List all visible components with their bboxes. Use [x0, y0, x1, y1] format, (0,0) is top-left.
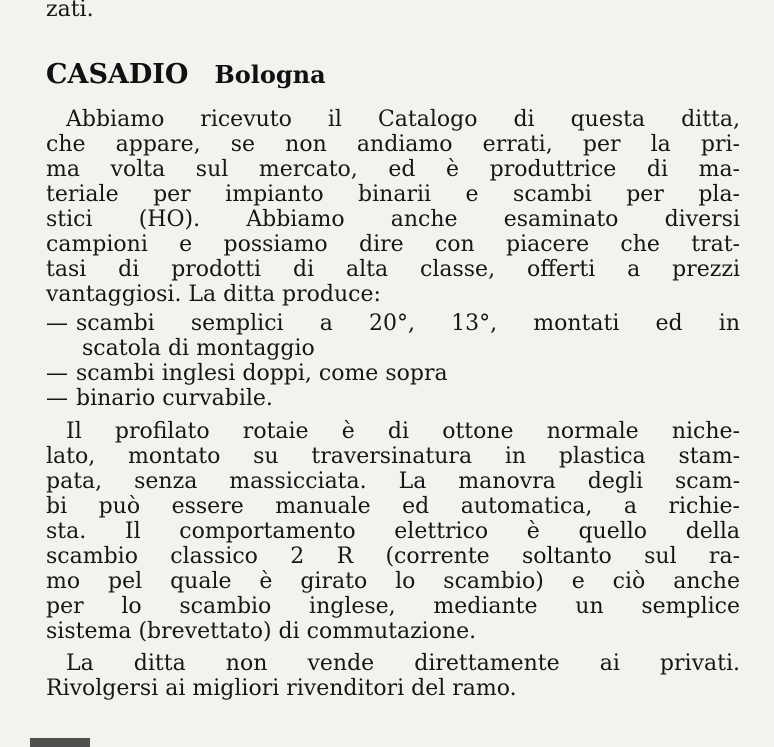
list-dash: —: [46, 361, 68, 386]
list-item: [46, 312, 740, 336]
paragraph-1-line: tasi di prodotti di alta classe, offerti a prezzi: [46, 257, 740, 282]
list-item-text: scambi inglesi doppi, come sopra: [76, 361, 448, 386]
paragraph-1-line: teriale per impianto binarii e scambi per pla-: [46, 182, 740, 207]
paragraph-1-line: campioni e possiamo dire con piacere che trat-: [46, 232, 740, 257]
paragraph-2-line: scambio classico 2 R (corrente soltanto sul ra-: [46, 544, 740, 569]
article-heading: [46, 58, 326, 92]
paragraph-2-line: Il profilato rotaie è di ottone normale niche-: [66, 419, 740, 444]
paragraph-2-line: bi può essere manuale ed automatica, a richie-: [46, 494, 740, 519]
next-heading-fragment: [30, 738, 90, 747]
paragraph-1-line: ma volta sul mercato, ed è produttrice di ma-: [46, 157, 740, 182]
paragraph-2-line: per lo scambio inglese, mediante un semplice: [46, 594, 740, 619]
paragraph-2-line: sta. Il comportamento elettrico è quello della: [46, 519, 740, 544]
paragraph-1-line: stici (HO). Abbiamo anche esaminato diversi: [46, 207, 740, 232]
list-item-text: scatola di montaggio: [82, 336, 315, 361]
paragraph-2-line: mo pel quale è girato lo scambio) e ciò anche: [46, 569, 740, 594]
paragraph-2-line: pata, senza massicciata. La manovra degli scam-: [46, 469, 740, 494]
paragraph-1-line: Abbiamo ricevuto il Catalogo di questa ditta,: [66, 107, 740, 132]
list-dash: —: [46, 311, 68, 336]
paragraph-2-line: sistema (brevettato) di commutazione.: [46, 619, 477, 644]
list-item: [82, 337, 740, 361]
previous-tail-text: zati.: [46, 0, 94, 22]
list-item: [46, 387, 740, 411]
paragraph-3-line: La ditta non vende direttamente ai privati.: [66, 651, 740, 676]
paragraph-1-line: che appare, se non andiamo errati, per la pri-: [46, 132, 740, 157]
list-item-text: scambi semplici a 20°, 13°, montati ed in: [76, 311, 740, 336]
list-item: [46, 362, 740, 386]
list-item-text: binario curvabile.: [76, 386, 273, 411]
paragraph-3-line: Rivolgersi ai migliori rivenditori del ramo.: [46, 676, 517, 701]
list-dash: —: [46, 386, 68, 411]
company-name: CASADIO: [46, 59, 189, 90]
company-city: Bologna: [214, 60, 326, 89]
previous-article-tail: [46, 0, 740, 22]
paragraph-1-line: vantaggiosi. La ditta produce:: [46, 282, 381, 307]
paragraph-2-line: lato, montato su traversinatura in plastica stam-: [46, 444, 740, 469]
